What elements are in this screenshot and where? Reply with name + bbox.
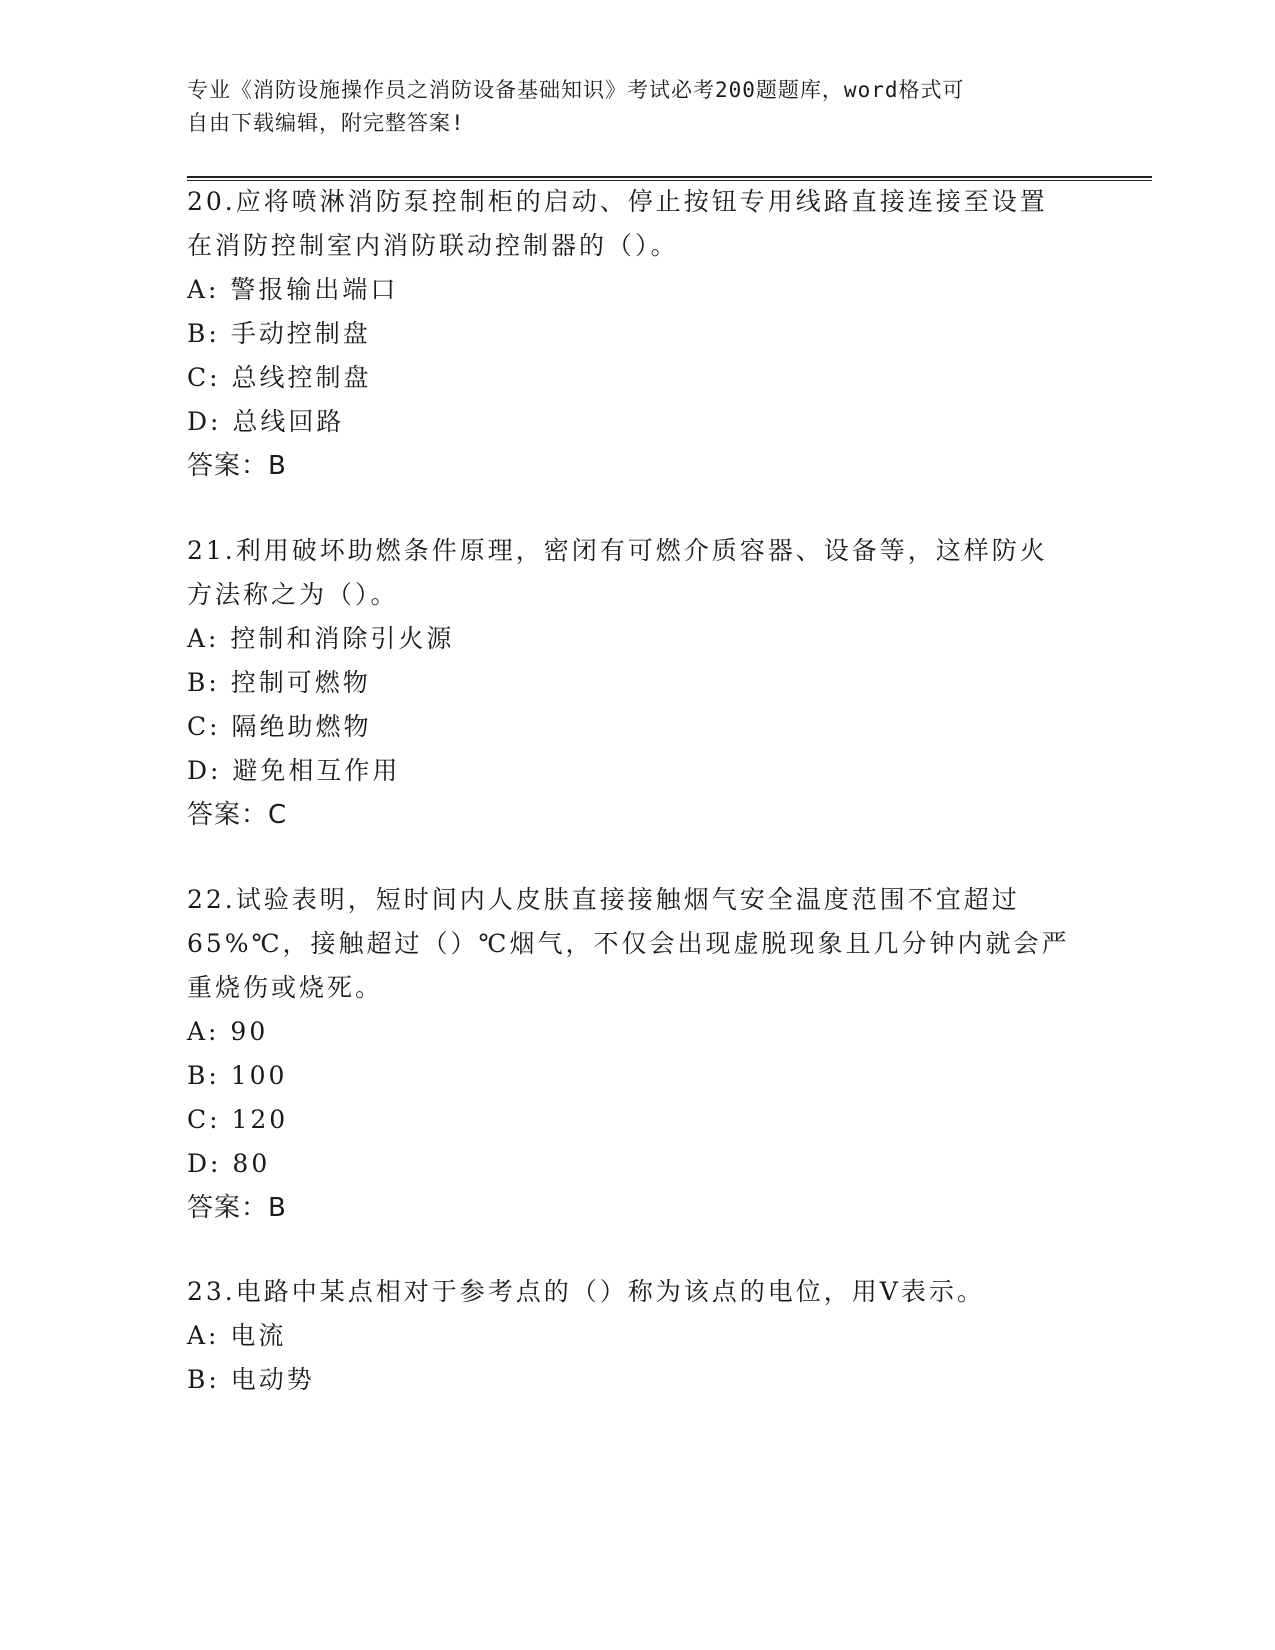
option-d: D: 80 [187,1149,271,1178]
question-stem-line: 重烧伤或烧死。 [187,973,384,1002]
option-d: D: 总线回路 [187,407,345,436]
question-22 [187,878,1087,1230]
header-line-1: 专业《消防设施操作员之消防设备基础知识》考试必考200题题库，word格式可 [187,78,965,102]
option-a: A: 控制和消除引火源 [187,624,455,653]
option-d: D: 避免相互作用 [187,756,401,785]
question-23 [187,1270,1087,1402]
answer: 答案：B [187,1193,287,1223]
option-b: B: 手动控制盘 [187,319,371,348]
option-b: B: 电动势 [187,1365,315,1394]
header-line-2: 自由下载编辑，附完整答案! [187,111,465,135]
option-c: C: 隔绝助燃物 [187,712,372,741]
document-header [187,74,1067,140]
option-b: B: 控制可燃物 [187,668,371,697]
option-c: C: 总线控制盘 [187,363,372,392]
question-stem-line: 20.应将喷淋消防泵控制柜的启动、停止按钮专用线路直接连接至设置 [187,187,1048,216]
answer: 答案：C [187,800,288,830]
option-b: B: 100 [187,1061,288,1090]
question-stem-line: 23.电路中某点相对于参考点的（）称为该点的电位，用V表示。 [187,1277,985,1306]
question-stem-line: 在消防控制室内消防联动控制器的（）。 [187,231,679,260]
option-a: A: 电流 [187,1321,287,1350]
question-21 [187,529,1087,837]
answer: 答案：B [187,451,287,481]
option-a: A: 90 [187,1017,269,1046]
question-stem-line: 21.利用破坏助燃条件原理，密闭有可燃介质容器、设备等，这样防火 [187,536,1048,565]
question-stem-line: 65%℃，接触超过（）℃烟气，不仅会出现虚脱现象且几分钟内就会严 [187,929,1070,958]
option-a: A: 警报输出端口 [187,275,399,304]
question-20 [187,180,1087,488]
question-stem-line: 22.试验表明，短时间内人皮肤直接接触烟气安全温度范围不宜超过 [187,885,1020,914]
option-c: C: 120 [187,1105,289,1134]
question-stem-line: 方法称之为（）。 [187,580,399,609]
